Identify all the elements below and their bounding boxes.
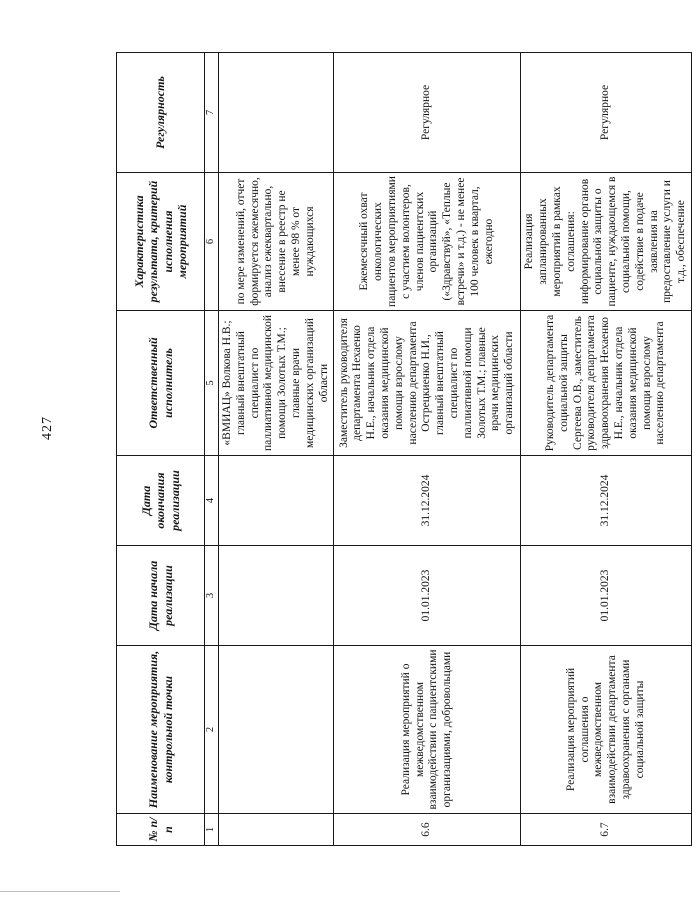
action-plan-table xyxy=(116,52,692,846)
column-number: 2 xyxy=(205,646,219,814)
column-number: 5 xyxy=(205,311,219,456)
column-number: 7 xyxy=(205,53,219,173)
cell-name: Реализация мероприятий соглашения о межведомственном взаимодействии департамента здравоохранения с органами социальной защиты xyxy=(521,646,692,814)
column-number: 1 xyxy=(205,814,219,846)
cell-regularity: Регулярное xyxy=(334,53,521,173)
cell-end-date: 31.12.2024 xyxy=(334,456,521,546)
header-responsible: Ответственный исполнитель xyxy=(117,311,205,456)
page-edge-line xyxy=(0,891,120,892)
header-start-date: Дата начала реализации xyxy=(117,546,205,646)
header-end-date: Дата окончания реализации xyxy=(117,456,205,546)
column-number-row xyxy=(205,53,219,846)
table-row xyxy=(521,53,692,846)
cell-num xyxy=(219,814,334,846)
page-number: 427 xyxy=(40,416,55,440)
header-num: № п/п xyxy=(117,814,205,846)
cell-responsible: Заместитель руководителя департамента Нехаенко Н.Е., начальник отдела оказания медицинской помощи взрослому населению департамента Острецкиенко Н.И., главный внештатный специалист по паллиативной помощи Золотых Т.М.; главные врачи медицинских организаций области xyxy=(334,311,521,456)
cell-end-date: 31.12.2024 xyxy=(521,456,692,546)
cell-regularity: Регулярное xyxy=(521,53,692,173)
cell-regularity xyxy=(219,53,334,173)
table-header-row xyxy=(117,53,205,846)
header-regularity: Регулярность xyxy=(117,53,205,173)
cell-start-date: 01.01.2023 xyxy=(521,546,692,646)
header-result: Характеристика результата, критерий исполнения мероприятий xyxy=(117,173,205,311)
cell-name: Реализация мероприятий о межведомственном взаимодействии с пациентскими организациями, добровольцами xyxy=(334,646,521,814)
cell-num: 6.7 xyxy=(521,814,692,846)
cell-result: по мере изменений, отчет формируется ежемесячно, анализ ежеквартально, внесение в реестр не менее 98 % от нуждающихся xyxy=(219,173,334,311)
rotated-table-stage xyxy=(116,53,688,846)
header-name: Наименование мероприятия, контрольной точки xyxy=(117,646,205,814)
table-row-continuation xyxy=(219,53,334,846)
column-number: 4 xyxy=(205,456,219,546)
cell-result: Ежемесячный охват онкологических пациентов мероприятиями с участием волонтеров, членов пациентских организаций («Здравствуй», «Теплые встречи» и т.д.) - не менее 100 человек в квартал, ежегодно xyxy=(334,173,521,311)
table-row xyxy=(334,53,521,846)
cell-name xyxy=(219,646,334,814)
cell-responsible: Руководитель департамента социальной защиты Сергеева О.В., заместитель руководителя департамента здравоохранения Нехаенко Н.Е., начальник отдела оказания медицинской помощи взрослому населению департамента xyxy=(521,311,692,456)
cell-start-date xyxy=(219,546,334,646)
cell-responsible: «ВМИАЦ» Волкова Н.В.; главный внештатный специалист по паллиативной медицинской помощи Золотых Т.М.; главные врачи медицинских организаций области xyxy=(219,311,334,456)
cell-result: Реализация запланированных мероприятий в рамках соглашения: информирование органов социальной защиты о пациенте, нуждающемся в социальной помощи, содействие в подаче заявления на предоставление услуги и т.д., обеспечение xyxy=(521,173,692,311)
column-number: 3 xyxy=(205,546,219,646)
cell-start-date: 01.01.2023 xyxy=(334,546,521,646)
cell-end-date xyxy=(219,456,334,546)
column-number: 6 xyxy=(205,173,219,311)
cell-num: 6.6 xyxy=(334,814,521,846)
